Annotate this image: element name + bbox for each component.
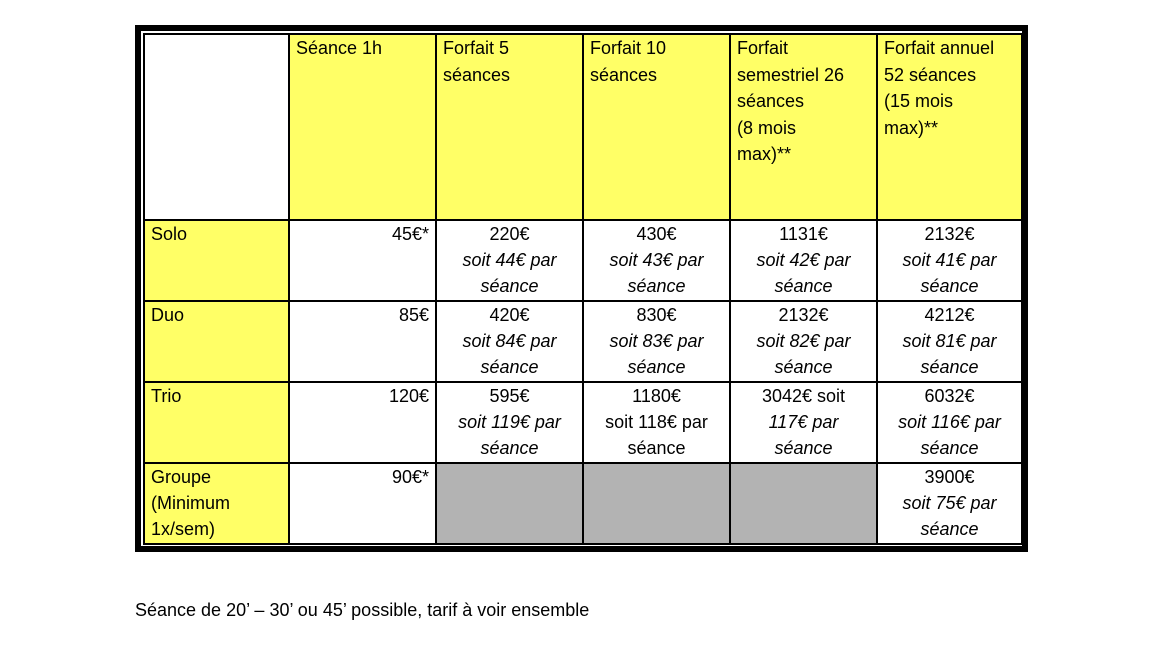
pack-cell [436,382,583,463]
row-label-solo [144,220,289,301]
pack-per-session: soit 83€ par [609,331,704,351]
header-line: max)** [884,117,939,138]
header-forfait-10 [583,34,730,220]
header-line: Séance 1h [296,38,383,58]
header-forfait-annuel [877,34,1022,220]
pack-total: 430€ [636,224,677,244]
header-row [144,34,1022,220]
price-groupe: 90€* [289,463,436,544]
pack-total: 830€ [636,305,677,325]
pack-total: 595€ [489,386,530,406]
pack-total: 420€ [489,305,530,325]
pack-unit: séance [774,357,833,377]
row-label-groupe [144,463,289,544]
price-duo: 85€ [289,301,436,382]
pack-unit: séance [920,276,979,296]
header-forfait-semestriel [730,34,877,220]
row-label-line: Duo [151,305,185,325]
price-trio: 120€ [289,382,436,463]
pack-total: 3900€ [924,467,975,487]
pack-cell [877,220,1022,301]
pack-per-session: soit 43€ par [609,250,704,270]
pack-cell [436,220,583,301]
pack-unit: séance [480,357,539,377]
header-line: 52 séances [884,64,977,85]
unavailable-cell [583,463,730,544]
row-label-line: Solo [151,224,188,244]
pack-per-session: soit 82€ par [756,331,851,351]
pack-unit: séance [627,438,686,458]
header-line: séances [590,64,658,85]
pack-total: 2132€ [924,224,975,244]
header-line: semestriel 26 [737,64,845,85]
pack-unit: séance [774,276,833,296]
pack-total [737,383,870,409]
header-line: (15 mois [884,91,954,111]
pack-cell [583,220,730,301]
pack-per-session: soit 42€ par [756,250,851,270]
header-line: séances [737,91,805,111]
pack-unit: séance [920,438,979,458]
price-solo: 45€* [289,220,436,301]
pack-per-session: soit 118€ par [605,412,708,432]
pack-per-session: soit 75€ par [902,493,997,513]
header-line: Forfait 5 [443,38,510,58]
pack-per-session: 117€ par [768,412,839,432]
row-label-line: (Minimum [151,493,230,513]
pack-unit: séance [480,438,539,458]
pack-total: 1131€ [779,224,828,244]
pack-total: 4212€ [924,305,975,325]
pack-cell [877,382,1022,463]
unavailable-cell [730,463,877,544]
pack-unit: séance [627,357,686,377]
header-seance-1h [289,34,436,220]
row-label-line: 1x/sem) [151,519,216,539]
row-label-trio [144,382,289,463]
header-forfait-5 [436,34,583,220]
table-row-trio [144,382,1022,463]
pack-cell [583,382,730,463]
pack-per-session: soit 41€ par [902,250,997,270]
pricing-table [143,33,1023,545]
pack-cell [730,220,877,301]
row-label-line: Groupe [151,467,212,487]
pack-unit: séance [627,276,686,296]
unavailable-cell [436,463,583,544]
row-label-line: Trio [151,386,182,406]
header-line: max)** [737,144,792,164]
pack-per-session: soit 44€ par [462,250,557,270]
pack-per-session: soit 116€ par [898,412,1001,432]
pack-per-session: soit 119€ par [458,412,561,432]
pack-cell [436,301,583,382]
header-line: Forfait 10 [590,38,667,58]
header-line: (8 mois [737,117,797,138]
pack-total: 1180€ [632,386,681,406]
pack-total-value: 3042€ soit [761,386,846,406]
row-label-duo [144,301,289,382]
pack-unit: séance [774,438,833,458]
pack-cell [583,301,730,382]
pack-total: 220€ [489,224,530,244]
pack-per-session: soit 81€ par [902,331,997,351]
pack-unit: séance [480,276,539,296]
pack-total: 2132€ [778,305,829,325]
corner-cell [144,34,289,220]
pack-cell [730,382,877,463]
table-row-groupe [144,463,1022,544]
pack-cell [730,301,877,382]
table-row-duo [144,301,1022,382]
pricing-table-frame [135,25,1028,552]
pack-cell [877,301,1022,382]
pack-per-session: soit 84€ par [462,331,557,351]
footnote-text: Séance de 20’ – 30’ ou 45’ possible, tarif à voir ensemble [135,600,590,620]
header-line: Forfait [737,38,789,58]
pack-total: 6032€ [924,386,975,406]
pack-cell [877,463,1022,544]
header-line: séances [443,64,511,85]
pack-unit: séance [920,357,979,377]
table-row-solo [144,220,1022,301]
header-line: Forfait annuel [884,38,995,58]
pack-unit: séance [920,519,979,539]
